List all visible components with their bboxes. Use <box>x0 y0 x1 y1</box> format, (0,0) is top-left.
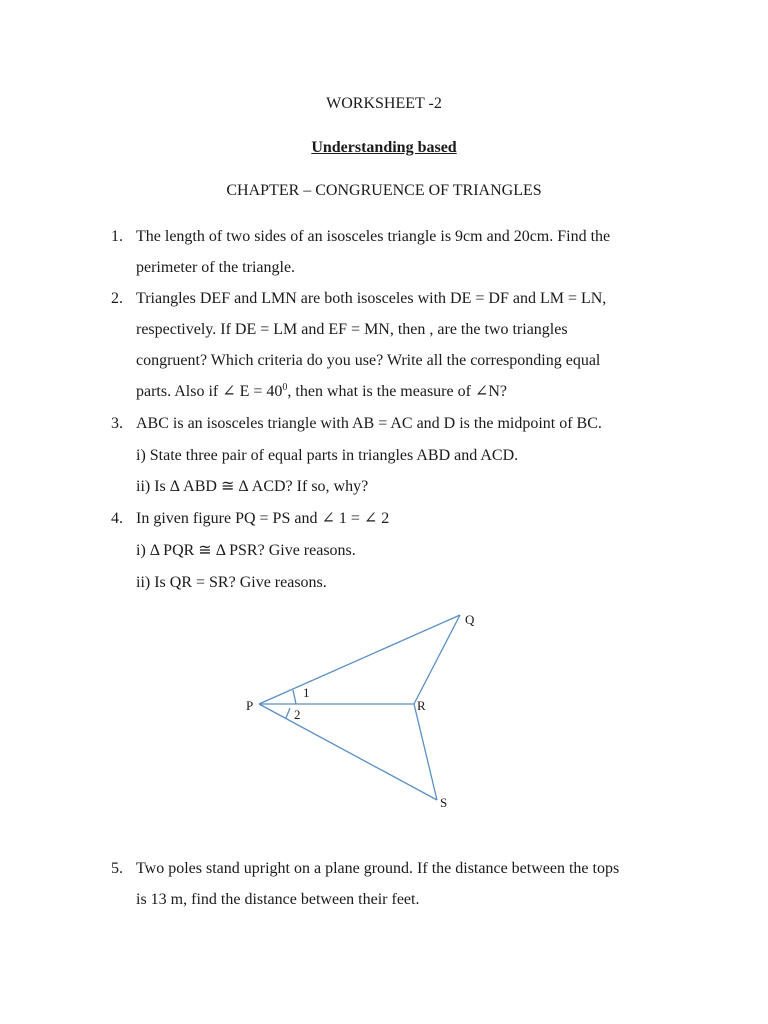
question-text-line: The length of two sides of an isosceles triangle is 9cm and 20cm. Find the <box>136 228 611 245</box>
sub-question: ii) Is Δ ABD ≅ Δ ACD? If so, why? <box>136 478 369 495</box>
text-part: , then what is the measure of ∠N? <box>287 383 507 400</box>
figure-lines <box>259 615 460 800</box>
vertex-label-p: P <box>246 698 254 713</box>
angle-1-arc <box>293 690 296 704</box>
chapter-title: CHAPTER – CONGRUENCE OF TRIANGLES <box>226 182 542 199</box>
question-text-line: perimeter of the triangle. <box>136 259 296 276</box>
question-number: 5. <box>111 860 123 877</box>
sub-question: i) Δ PQR ≅ Δ PSR? Give reasons. <box>136 542 356 559</box>
question-text-line: Triangles DEF and LMN are both isosceles with DE = DF and LM = LN, <box>136 290 607 307</box>
question-text-line: In given figure PQ = PS and ∠ 1 = ∠ 2 <box>136 510 390 527</box>
question-text-line: ABC is an isosceles triangle with AB = AC and D is the midpoint of BC. <box>136 415 602 432</box>
segment-ps <box>259 704 437 800</box>
segment-pq <box>259 615 460 704</box>
segment-qr <box>414 615 460 704</box>
question-text-line <box>136 384 507 400</box>
question-number: 2. <box>111 290 123 307</box>
segment-rs <box>414 704 437 800</box>
angle-label-1: 1 <box>303 685 310 700</box>
worksheet-subtitle <box>0 140 768 156</box>
question-text-line: congruent? Which criteria do you use? Write all the corresponding equal <box>136 352 601 369</box>
sub-question: i) State three pair of equal parts in triangles ABD and ACD. <box>136 447 519 464</box>
vertex-label-s: S <box>440 795 448 810</box>
text-part: parts. Also if ∠ E = 40 <box>136 383 283 400</box>
question-number: 3. <box>111 415 123 432</box>
worksheet-title: WORKSHEET -2 <box>326 95 442 112</box>
question-text-line: respectively. If DE = LM and EF = MN, then , are the two triangles <box>136 321 568 338</box>
sub-question: ii) Is QR = SR? Give reasons. <box>136 574 327 591</box>
question-number: 1. <box>111 228 123 245</box>
question-number: 4. <box>111 510 123 527</box>
question-text-line: is 13 m, find the distance between their feet. <box>136 891 420 908</box>
degree-superscript: 0 <box>282 382 288 393</box>
angle-2-arc <box>286 708 290 718</box>
vertex-label-r: R <box>417 698 426 713</box>
subtitle-text: Understanding based <box>311 139 457 156</box>
angle-label-2: 2 <box>294 707 301 722</box>
question-text-line: Two poles stand upright on a plane ground. If the distance between the tops <box>136 860 620 877</box>
vertex-label-q: Q <box>465 612 475 627</box>
